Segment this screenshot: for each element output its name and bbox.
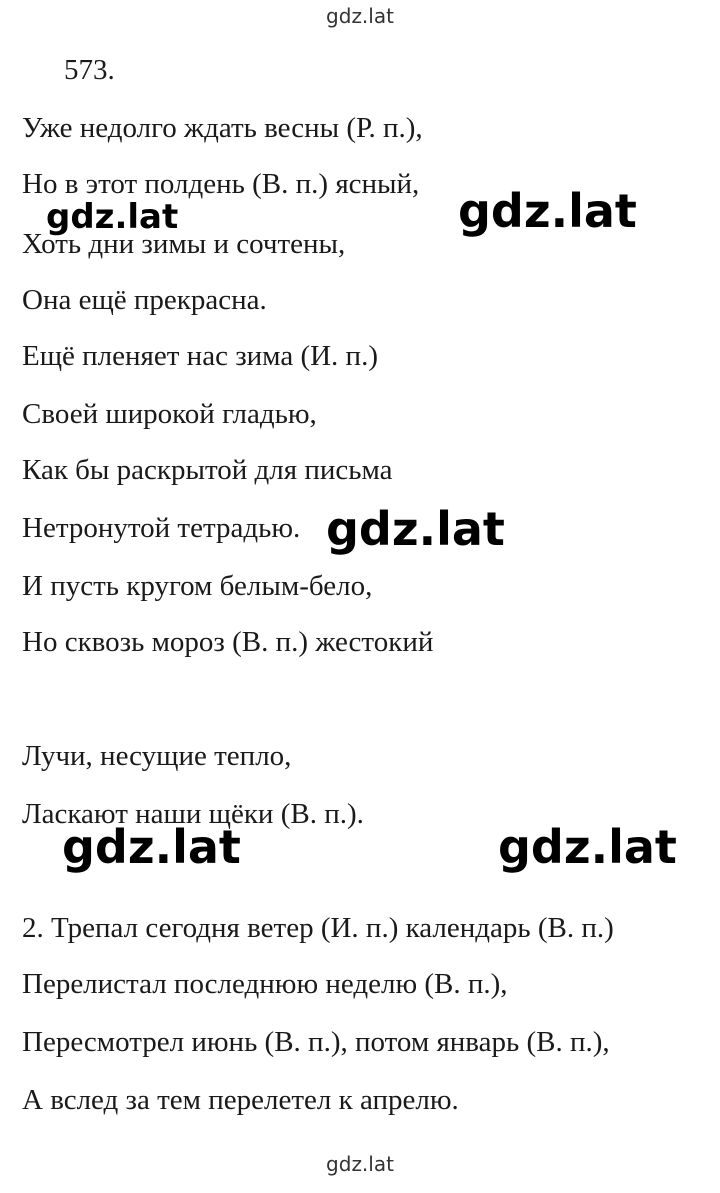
poem1-line-9: И пусть кругом белым-бело, [22,570,373,602]
poem2-line-1: 2. Трепал сегодня ветер (И. п.) календарь (В. п.) [22,912,614,944]
poem1-line-12: Ласкают наши щёки (В. п.). [22,798,364,830]
poem1-line-7: Как бы раскрытой для письма [22,454,393,486]
poem1-line-8: Нетронутой тетрадью. [22,512,301,544]
poem2-line-4: А вслед за тем перелетел к апрелю. [22,1084,459,1116]
poem1-line-5: Ещё пленяет нас зима (И. п.) [22,340,378,372]
poem1-line-4: Она ещё прекрасна. [22,284,267,316]
header-watermark: gdz.lat [326,4,394,28]
poem1-line-6: Своей широкой гладью, [22,398,317,430]
footer-watermark: gdz.lat [326,1152,394,1176]
poem1-line-1: Уже недолго ждать весны (Р. п.), [22,112,423,144]
watermark-large: gdz.lat [458,184,637,238]
watermark-small: gdz.lat [46,197,179,237]
watermark-large: gdz.lat [326,502,505,556]
poem1-line-11: Лучи, несущие тепло, [22,740,292,772]
watermark-large: gdz.lat [498,820,677,874]
poem1-line-3: Хоть дни зимы и сочтены, [22,228,346,260]
poem1-line-10: Но сквозь мороз (В. п.) жестокий [22,626,434,658]
poem2-line-3: Пересмотрел июнь (В. п.), потом январь (В. п.), [22,1026,610,1058]
watermark-large: gdz.lat [62,820,241,874]
poem1-line-2: Но в этот полдень (В. п.) ясный, [22,168,420,200]
poem2-line-2: Перелистал последнюю неделю (В. п.), [22,968,508,1000]
exercise-number: 573. [64,54,115,86]
